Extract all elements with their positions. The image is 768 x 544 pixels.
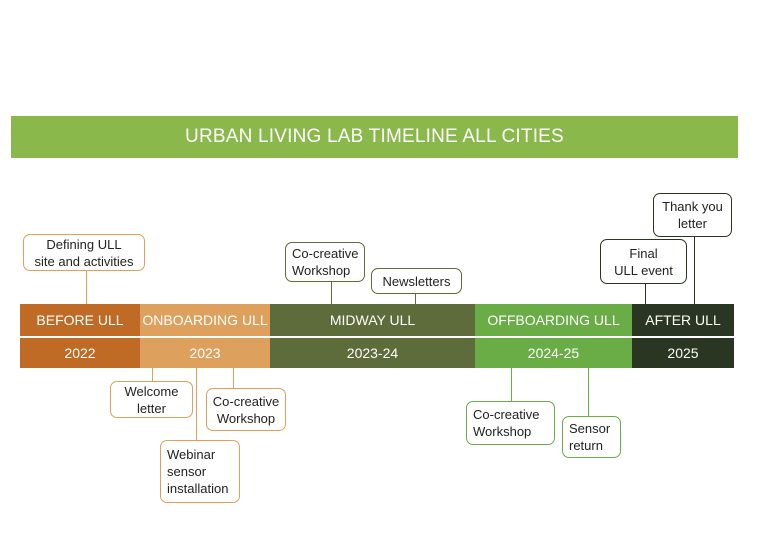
connector-newsletters xyxy=(415,293,416,304)
phase-after-ull xyxy=(632,304,734,336)
event-midway-workshop xyxy=(285,242,365,282)
year-label: 2025 xyxy=(667,345,699,361)
phase-midway-ull xyxy=(270,304,475,336)
phase-offboarding-ull xyxy=(475,304,632,336)
event-label: Final ULL event xyxy=(614,245,673,278)
connector-defining-ull xyxy=(86,270,87,304)
phase-before-ull xyxy=(20,304,140,336)
connector-onboarding-workshop xyxy=(233,368,234,388)
connector-welcome-letter xyxy=(152,368,153,382)
event-label: Thank you letter xyxy=(662,199,723,231)
year-label: 2023 xyxy=(189,345,221,361)
year-2024-25 xyxy=(475,338,632,368)
connector-sensor-return xyxy=(588,368,589,416)
timeline-title: URBAN LIVING LAB TIMELINE ALL CITIES xyxy=(185,126,564,147)
timeline-title-banner xyxy=(11,116,738,158)
year-2025 xyxy=(632,338,734,368)
event-label: Defining ULL site and activities xyxy=(34,236,134,269)
event-label: Webinar sensor installation xyxy=(167,447,229,496)
event-label: Welcome letter xyxy=(124,383,179,416)
year-2022 xyxy=(20,338,140,368)
event-onboarding-workshop xyxy=(206,388,286,431)
phase-label: OFFBOARDING ULL xyxy=(487,312,620,328)
year-2023 xyxy=(140,338,270,368)
year-2023-24 xyxy=(270,338,475,368)
connector-thank-you xyxy=(694,237,695,304)
phase-label: MIDWAY ULL xyxy=(329,312,416,328)
year-label: 2023-24 xyxy=(346,345,399,361)
event-final-ull-event xyxy=(600,239,687,284)
event-label: Co-creative Workshop xyxy=(473,407,540,439)
connector-final-event xyxy=(645,284,646,304)
event-sensor-return xyxy=(562,416,621,458)
event-offboarding-workshop xyxy=(466,401,555,445)
connector-offboarding-workshop xyxy=(511,368,512,401)
phase-label: AFTER ULL xyxy=(645,312,721,328)
event-webinar-sensor-installation xyxy=(160,440,240,503)
event-label: Co-creative Workshop xyxy=(212,393,280,426)
event-newsletters xyxy=(371,268,462,294)
event-label: Co-creative Workshop xyxy=(292,246,359,278)
event-label: Newsletters xyxy=(382,273,451,289)
phase-label: BEFORE ULL xyxy=(36,312,124,328)
connector-midway-workshop xyxy=(331,280,332,304)
year-label: 2022 xyxy=(64,345,96,361)
year-label: 2024-25 xyxy=(527,345,580,361)
connector-webinar xyxy=(196,368,197,440)
event-welcome-letter xyxy=(110,381,193,418)
phase-onboarding-ull xyxy=(140,304,270,336)
event-label: Sensor return xyxy=(569,421,611,453)
event-thank-you-letter xyxy=(653,193,732,237)
event-defining-ull xyxy=(23,234,145,271)
phase-label: ONBOARDING ULL xyxy=(142,312,268,328)
